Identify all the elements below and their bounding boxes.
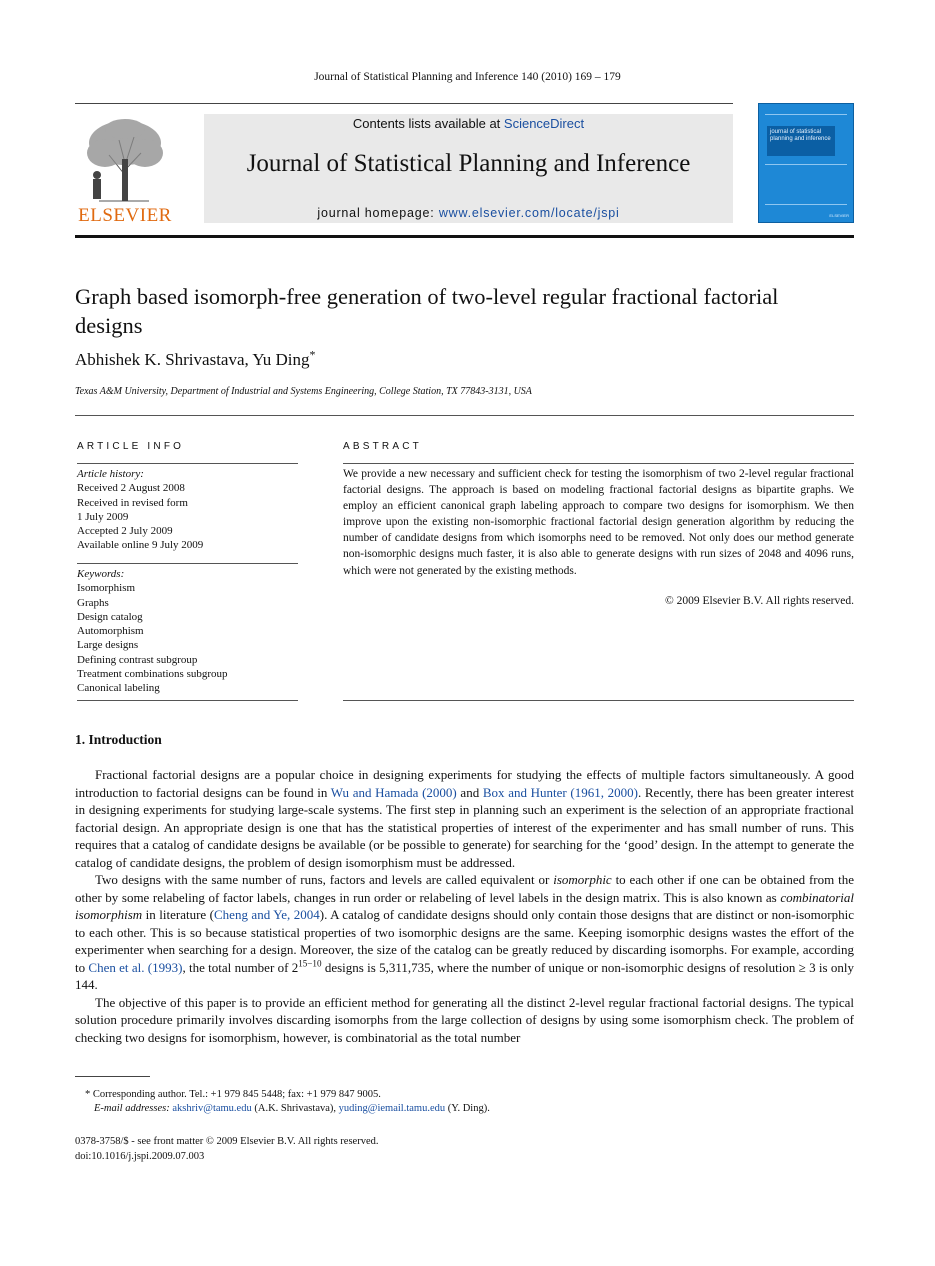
- affiliation: Texas A&M University, Department of Industrial and Systems Engineering, College Station, TX 77843-3131, USA: [75, 386, 532, 397]
- corresponding-text: Corresponding author. Tel.: +1 979 845 5448; fax: +1 979 847 9005.: [92, 1089, 381, 1100]
- footnote-mark: *: [85, 1089, 91, 1100]
- corresponding-author-mark[interactable]: *: [309, 347, 316, 362]
- article-history: [77, 467, 203, 553]
- history-item: Available online 9 July 2009: [77, 539, 204, 552]
- email-owner: (A.K. Shrivastava),: [251, 1103, 339, 1114]
- keyword-item: Automorphism: [77, 625, 144, 638]
- keywords-label: Keywords:: [77, 568, 125, 580]
- keyword-item: Design catalog: [77, 610, 143, 623]
- abstract-bottom-rule: [343, 700, 854, 701]
- history-item: 1 July 2009: [77, 510, 129, 523]
- introduction-body: [75, 766, 854, 1046]
- intro-paragraph-3: The objective of this paper is to provide an efficient method for generating all the distinct 2-level regular fractional factorial designs. The typical solution procedure primarily involves discarding isomorphs from the large collection of designs by using some isomorphism check. The problem of checking two designs for isomorphism, however, is combinatorial as the total number: [75, 994, 854, 1045]
- keyword-item: Treatment combinations subgroup: [77, 668, 228, 681]
- keywords-rule: [77, 563, 298, 564]
- keyword-item: Large designs: [77, 639, 139, 652]
- article-info-rule: [77, 463, 298, 464]
- citation-box-hunter[interactable]: Box and Hunter (1961, 2000): [482, 784, 638, 800]
- citation-wu-hamada[interactable]: Wu and Hamada (2000): [330, 784, 457, 800]
- abstract-text: We provide a new necessary and sufficient check for testing the isomorphism of two 2-level regular fractional factorial designs. The approach is based on modeling fractional factorial designs as bipartite graphs. We employ an efficient canonical graph labeling approach to compare two designs for isomorphism. We then improve upon the existing non-isomorphic fractional factorial design generation algorithm by reducing the number of candidate designs from which isomorphs need to be removed. Not only does our method generate non-isomorphic designs much faster, it is also able to generate designs with run sizes of 2048 and 4096 runs, which were not generated by the existing methods.: [343, 468, 854, 577]
- journal-title: Journal of Statistical Planning and Inference: [246, 150, 691, 177]
- contents-available: [204, 116, 733, 131]
- footnote-rule: [75, 1076, 150, 1077]
- text-run: and: [456, 784, 483, 800]
- homepage-link[interactable]: www.elsevier.com/locate/jspi: [438, 206, 620, 220]
- cover-line: [765, 164, 847, 165]
- term-isomorphic: isomorphic: [553, 872, 612, 887]
- info-bottom-rule: [77, 700, 298, 701]
- email-owner: (Y. Ding).: [445, 1103, 490, 1114]
- text-run: , the total number of 2: [182, 959, 299, 975]
- title-block-rule: [75, 415, 854, 416]
- article-authors: [75, 347, 316, 370]
- abstract-heading: ABSTRACT: [343, 441, 422, 452]
- author-names: Abhishek K. Shrivastava, Yu Ding: [75, 350, 310, 369]
- email-link-ding[interactable]: yuding@iemail.tamu.edu: [338, 1103, 446, 1114]
- citation-cheng-ye[interactable]: Cheng and Ye, 2004: [214, 907, 320, 922]
- header-bottom-rule: [75, 235, 854, 238]
- cover-footer: ELSEVIER: [829, 213, 849, 218]
- homepage-prefix: journal homepage:: [317, 206, 439, 220]
- text-run: Fractional factorial designs are a popular choice in designing experiments for studying the effects of multiple factors simultaneously. A good introduction to factorial designs can be found in: [75, 767, 854, 800]
- history-item: Accepted 2 July 2009: [77, 525, 173, 538]
- section-heading-introduction: 1. Introduction: [75, 732, 162, 747]
- exponent: 15−10: [298, 958, 322, 969]
- footnote-corresponding: [85, 1089, 381, 1100]
- article-title: Graph based isomorph-free generation of two-level regular fractional factorial designs: [75, 284, 779, 338]
- email-label: E-mail addresses:: [94, 1103, 173, 1114]
- cover-line: [765, 204, 847, 205]
- intro-paragraph-2: [75, 871, 854, 994]
- keyword-item: Canonical labeling: [77, 682, 160, 695]
- footnote-emails: [94, 1103, 490, 1114]
- text-run: . Recently, there has been greater interest in designing experiments for studying large-scale systems. The first step in planning such an experiment is the selection of an appropriate fractional factorial design. An appropriate design is one that has the statistical properties of interest of the experimenter and has small number of runs. This requires that a catalog of candidate designs be available (or be possible to generate) for searching for the ‘good’ design. In the attempt to generate the catalog of candidate designs, the problem of design isomorphism must be addressed.: [75, 784, 854, 870]
- term-combinatorial-isomorphism: combinatorial isomorphism: [75, 889, 854, 922]
- history-item: Received in revised form: [77, 496, 188, 509]
- text-run: to each other if one can be obtained from the other by some relabeling of factor labels, changes in run order or relabeling of level labels in the design matrix. This is also known as: [75, 872, 854, 905]
- keyword-item: Defining contrast subgroup: [77, 653, 198, 666]
- cover-title-box: journal of statistical planning and inference: [767, 126, 835, 156]
- journal-homepage: [204, 206, 733, 220]
- citation-chen-et-al[interactable]: Chen et al. (1993): [88, 959, 183, 975]
- keywords: [77, 567, 228, 696]
- header-top-rule: [75, 103, 733, 104]
- keyword-item: Graphs: [77, 596, 109, 609]
- email-link-shrivastava[interactable]: akshriv@tamu.edu: [172, 1103, 252, 1114]
- article-info-heading: ARTICLE INFO: [77, 441, 185, 452]
- text-run: ). A catalog of candidate designs should only contain those designs that are distinct or non-isomorphic to each other. This is so because statistical properties of two isomorphic designs are the same. Keeping isomorphic designs wastes the effort of the experimenter when searching for a design. Moreover, the size of the catalog can be greatly reduced by discarding isomorphs. For example, according to: [75, 907, 855, 975]
- contents-prefix: Contents lists available at: [352, 116, 504, 131]
- journal-banner: [204, 114, 733, 223]
- sciencedirect-link[interactable]: ScienceDirect: [503, 116, 585, 131]
- text-run: Two designs with the same number of runs, factors and levels are called equivalent or: [95, 872, 554, 887]
- journal-cover-thumbnail: [758, 103, 854, 223]
- elsevier-logo: [75, 113, 175, 225]
- history-item: Received 2 August 2008: [77, 482, 185, 495]
- doi-line: doi:10.1016/j.jspi.2009.07.003: [75, 1151, 205, 1162]
- article-history-label: Article history:: [77, 468, 144, 480]
- cover-line: [765, 114, 847, 115]
- elsevier-tree-icon: [79, 115, 171, 203]
- keyword-item: Isomorphism: [77, 582, 136, 595]
- running-head: Journal of Statistical Planning and Inference 140 (2010) 169 – 179: [314, 71, 621, 83]
- issn-line: 0378-3758/$ - see front matter © 2009 Elsevier B.V. All rights reserved.: [75, 1136, 379, 1147]
- abstract-copyright: © 2009 Elsevier B.V. All rights reserved.: [665, 595, 854, 607]
- text-run: in literature (: [142, 907, 214, 922]
- elsevier-wordmark: ELSEVIER: [78, 205, 172, 226]
- abstract-rule: [343, 463, 854, 464]
- intro-paragraph-1: [75, 766, 854, 871]
- text-run: designs is 5,311,735, where the number of unique or non-isomorphic designs of resolution ≥ 3 is only 144.: [75, 959, 854, 992]
